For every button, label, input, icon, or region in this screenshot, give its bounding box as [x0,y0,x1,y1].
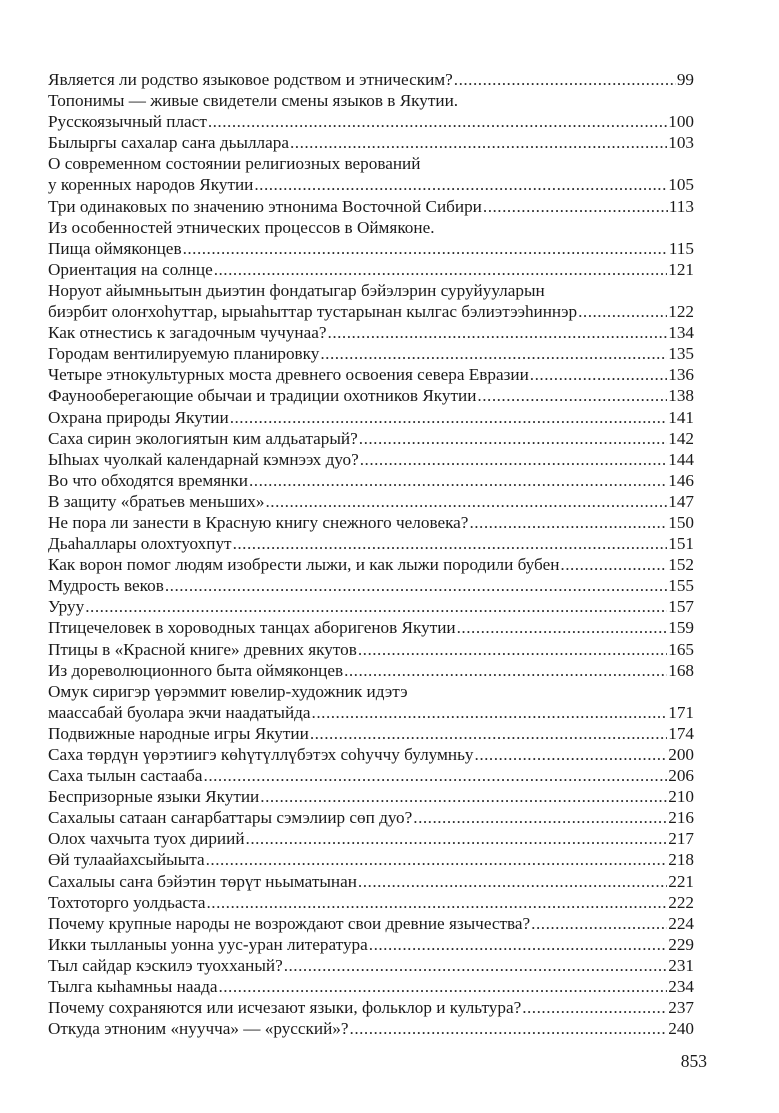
toc-entry [48,322,694,343]
toc-entry-page: 237 [668,998,694,1018]
toc-entry-title: Птицечеловек в хороводных танцах аборигенов Якутии [48,618,456,638]
toc-entry [48,765,694,786]
toc-entry-title: Как ворон помог людям изобрести лыжи, и как лыжи породили бубен [48,555,560,575]
toc-entry-page: 165 [668,639,694,659]
dot-leader [254,174,667,195]
toc-entry [48,280,694,301]
toc-entry [48,871,694,892]
dot-leader [312,702,668,723]
dot-leader [206,892,667,913]
toc-entry [48,976,694,997]
toc-entry-title: у коренных народов Якутии [48,175,254,195]
dot-leader [208,111,667,132]
toc-entry [48,849,694,870]
dot-leader [310,723,667,744]
dot-leader [560,554,667,575]
toc-entry [48,807,694,828]
table-of-contents [48,69,694,1039]
toc-entry-page: 221 [668,871,694,891]
dot-leader [165,575,667,596]
dot-leader [360,449,668,470]
dot-leader [249,470,667,491]
toc-entry-title: Тохтоторго уолдьаста [48,892,206,912]
toc-entry-title: маассабай буолара экчи наадатыйда [48,702,311,722]
dot-leader [457,617,668,638]
dot-leader [350,1018,668,1039]
dot-leader [578,301,667,322]
toc-entry-page: 234 [668,977,694,997]
toc-entry [48,892,694,913]
dot-leader [358,639,667,660]
toc-entry [48,90,694,111]
toc-entry-page: 99 [676,70,694,89]
toc-entry-title: Как отнестись к загадочным чучунаа? [48,323,327,343]
dot-leader [183,238,668,259]
toc-entry [48,196,694,217]
dot-leader [85,596,667,617]
toc-entry-title: Тылга кыһамньы наада [48,977,218,997]
dot-leader [469,512,667,533]
toc-entry-page: 152 [668,555,694,575]
toc-entry [48,997,694,1018]
dot-leader [206,849,668,870]
toc-entry-page: 121 [668,259,694,279]
toc-entry-page: 216 [668,808,694,828]
dot-leader [344,660,667,681]
toc-entry-title: Дьаһаллары олохтуохпут [48,534,232,554]
toc-entry-page: 155 [668,576,694,596]
dot-leader [328,322,668,343]
toc-entry [48,259,694,280]
toc-entry-page: 174 [668,723,694,743]
toc-entry-page: 105 [668,175,694,195]
dot-leader [246,828,668,849]
toc-entry [48,934,694,955]
dot-leader [230,407,668,428]
toc-entry-title: В защиту «братьев меньших» [48,491,265,511]
toc-entry-title: Былыргы сахалар саҥа дьыллара [48,133,289,153]
toc-entry [48,174,694,195]
toc-entry [48,428,694,449]
toc-entry-title: Четыре этнокультурных моста древнего освоения севера Евразии [48,365,529,385]
toc-entry-page: 218 [668,850,694,870]
toc-entry-page: 122 [668,302,694,322]
toc-entry [48,681,694,702]
toc-entry-page: 135 [668,344,694,364]
toc-entry-title: Ыһыах чуолкай календарнай кэмнээх дуо? [48,449,359,469]
toc-entry-title: Саха тылын састааба [48,766,203,786]
toc-entry-title: Охрана природы Якутии [48,407,229,427]
toc-entry [48,702,694,723]
toc-entry [48,111,694,132]
dot-leader [531,913,667,934]
dot-leader [320,343,667,364]
toc-entry [48,470,694,491]
toc-entry-page: 103 [668,133,694,153]
toc-entry-page: 144 [668,449,694,469]
toc-entry-title: Три одинаковых по значению этнонима Восточной Сибири [48,196,482,216]
toc-entry-title: Топонимы — живые свидетели смены языков в Якутии. [48,91,459,111]
toc-entry [48,512,694,533]
toc-entry [48,575,694,596]
toc-entry-page: 231 [668,955,694,975]
toc-entry-page: 224 [668,913,694,933]
dot-leader [214,259,668,280]
toc-entry-title: Ориентация на солнце [48,259,213,279]
toc-entry-title: Тыл сайдар кэскилэ туохханый? [48,955,283,975]
toc-entry-page: 168 [668,660,694,680]
toc-entry [48,491,694,512]
dot-leader [265,491,667,512]
dot-leader [522,997,667,1018]
toc-entry-title: Саха төрдүн үөрэтиигэ көһүтүллүбэтэх соһуччу булумньу [48,745,474,764]
toc-entry-title: Сахалыы сатаан саҥарбаттары сэмэлиир сөп дуо? [48,808,413,828]
toc-entry-page: 100 [668,112,694,132]
toc-entry-title: Өй тулаайахсыйыыта [48,850,205,870]
toc-entry-page: 142 [668,428,694,448]
toc-entry-page: 222 [668,892,694,912]
toc-entry [48,343,694,364]
toc-entry-title: О современном состоянии религиозных верований [48,154,421,174]
dot-leader [454,69,676,90]
toc-entry [48,660,694,681]
dot-leader [477,385,667,406]
toc-entry-title: Является ли родство языковое родством и этническим? [48,70,453,89]
toc-entry-page: 115 [668,238,694,258]
dot-leader [359,428,667,449]
toc-entry-page: 138 [668,386,694,406]
toc-entry-title: Беспризорные языки Якутии [48,787,260,807]
dot-leader [358,871,667,892]
toc-entry [48,449,694,470]
toc-entry-title: Омук сиригэр үөрэммит ювелир-художник идэтэ [48,681,408,701]
toc-entry-title: Птицы в «Красной книге» древних якутов [48,639,357,659]
toc-entry-page: 240 [668,1019,694,1039]
toc-entry [48,639,694,660]
toc-entry-title: биэрбит олоҥхоһуттар, ырыаһыттар тустарынан кылгас бэлиэтээһиннэр [48,302,578,322]
toc-entry-title: Русскоязычный пласт [48,112,207,132]
dot-leader [218,976,667,997]
dot-leader [369,934,667,955]
toc-entry-page: 159 [668,618,694,638]
toc-entry-title: Мудрость веков [48,576,164,596]
toc-entry-title: Саха сирин экологиятын ким алдьатарый? [48,428,358,448]
toc-entry [48,955,694,976]
dot-leader [483,196,668,217]
toc-entry-page: 134 [668,323,694,343]
toc-entry-title: Олох чахчыта туох дириий [48,829,245,849]
toc-entry [48,364,694,385]
dot-leader [290,132,667,153]
toc-entry [48,533,694,554]
toc-entry [48,238,694,259]
toc-entry-title: Пища оймяконцев [48,238,182,258]
toc-entry-title: Фаунооберегающие обычаи и традиции охотников Якутии [48,386,477,406]
toc-entry-title: Из особенностей этнических процессов в Оймяконе. [48,217,435,237]
toc-entry-page: 147 [668,491,694,511]
toc-entry [48,132,694,153]
toc-entry-page: 229 [668,934,694,954]
toc-entry-page: 150 [668,512,694,532]
toc-entry [48,301,694,322]
toc-entry-page: 210 [668,787,694,807]
toc-entry-title: Норуот айымньытын дьиэтин фондатыгар бэйэлэрин суруйууларын [48,280,545,300]
toc-entry [48,596,694,617]
dot-leader [284,955,668,976]
toc-entry [48,1018,694,1039]
toc-entry-page: 151 [668,534,694,554]
dot-leader [204,765,668,786]
toc-entry-title: Из дореволюционного быта оймяконцев [48,660,344,680]
toc-entry-page: 136 [668,365,694,385]
toc-entry-title: Уруу [48,597,85,617]
dot-leader [413,807,667,828]
dot-leader [475,744,668,765]
toc-entry-page: 217 [668,829,694,849]
toc-entry [48,69,694,90]
toc-entry-title: Подвижные народные игры Якутии [48,723,309,743]
toc-entry-title: Сахалыы саҥа бэйэтин төрүт ньыматынан [48,871,357,891]
toc-entry [48,217,694,238]
toc-entry [48,407,694,428]
toc-entry-page: 157 [668,597,694,617]
toc-entry-page: 200 [668,745,694,764]
toc-entry [48,913,694,934]
toc-entry-page: 113 [668,196,694,216]
dot-leader [530,364,667,385]
toc-entry [48,723,694,744]
dot-leader [260,786,667,807]
toc-entry-title: Почему крупные народы не возрождают свои древние язычества? [48,913,531,933]
toc-entry-title: Не пора ли занести в Красную книгу снежного человека? [48,512,469,532]
toc-entry-page: 141 [668,407,694,427]
toc-entry-title: Городам вентилируемую планировку [48,344,320,364]
toc-entry-title: Икки тылланыы уонна уус-уран литература [48,934,368,954]
toc-entry-title: Во что обходятся времянки [48,470,248,490]
toc-entry [48,554,694,575]
toc-entry-page: 146 [668,470,694,490]
page-number: 853 [680,1051,707,1071]
dot-leader [233,533,668,554]
toc-entry [48,153,694,174]
toc-entry-page: 206 [668,766,694,786]
toc-entry-page: 171 [668,702,694,722]
toc-entry [48,786,694,807]
toc-entry [48,744,694,765]
toc-entry [48,385,694,406]
toc-entry-title: Откуда этноним «нуучча» — «русский»? [48,1019,349,1039]
toc-entry [48,617,694,638]
toc-entry-title: Почему сохраняются или исчезают языки, фольклор и культура? [48,998,522,1018]
toc-entry [48,828,694,849]
